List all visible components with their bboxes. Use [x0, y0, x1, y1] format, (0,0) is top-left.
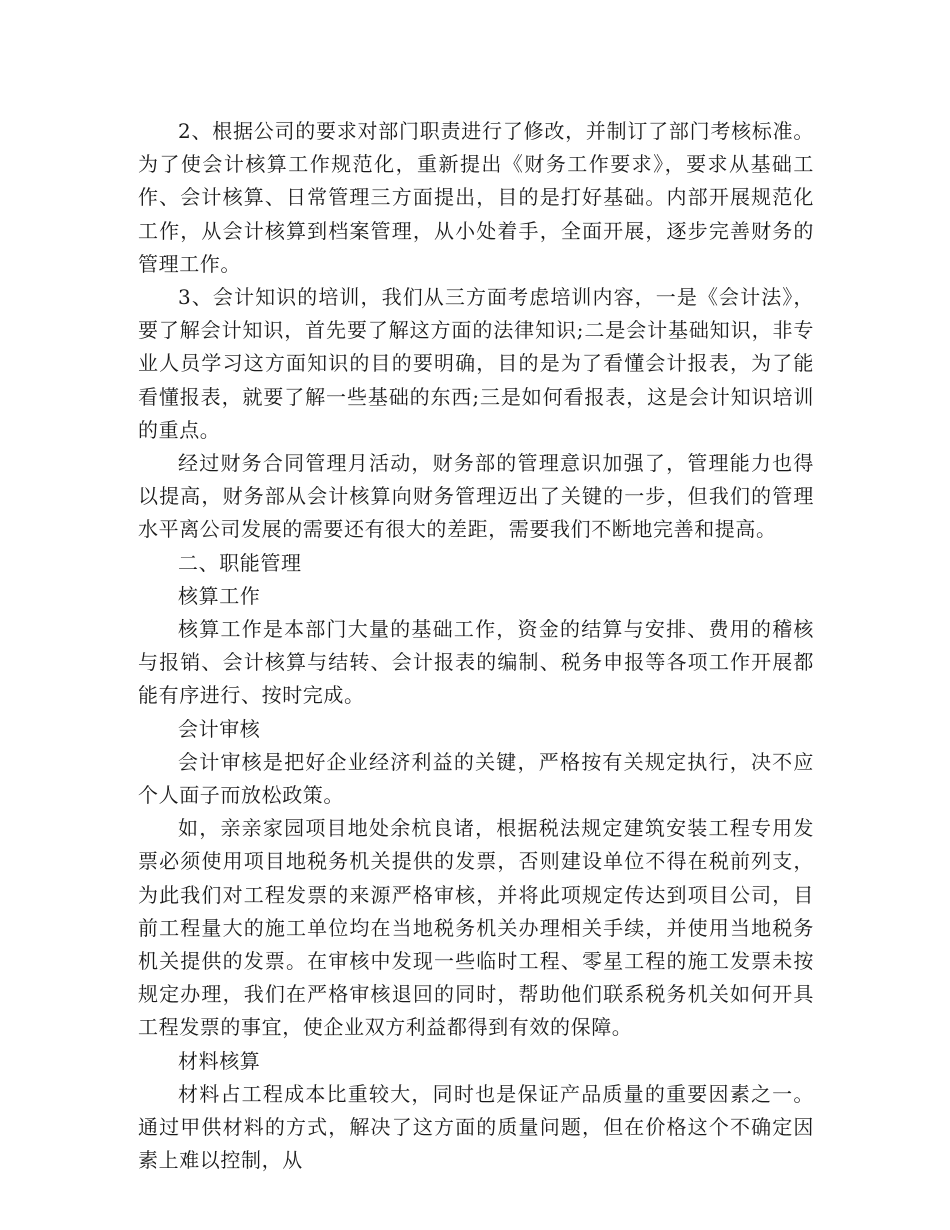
paragraph-audit-example: 如，亲亲家园项目地处余杭良诸，根据税法规定建筑安装工程专用发票必须使用项目地税务机关提供的发票，否则建设单位不得在税前列支，为此我们对工程发票的来源严格审核，并将此项规定传达到项目公司，目前工程量大的施工单位均在当地税务机关办理相关手续，并使用当地税务机关提供的发票。在审核中发现一些临时工程、零星工程的施工发票未按规定办理，我们在严格审核退回的同时，帮助他们联系税务机关如何开具工程发票的事宜，使企业双方利益都得到有效的保障。 — [138, 816, 814, 1040]
paragraph-accounting-work: 核算工作是本部门大量的基础工作，资金的结算与安排、费用的稽核与报销、会计核算与结转、会计报表的编制、税务申报等各项工作开展都能有序进行、按时完成。 — [138, 617, 814, 708]
paragraph-accounting-training: 3、会计知识的培训，我们从三方面考虑培训内容，一是《会计法》，要了解会计知识，首先要了解这方面的法律知识;二是会计基础知识，非专业人员学习这方面知识的目的要明确，目的是为了看懂会计报表，为了能看懂报表，就要了解一些基础的东西;三是如何看报表，这是会计知识培训的重点。 — [138, 285, 814, 442]
paragraph-dept-duties: 2、根据公司的要求对部门职责进行了修改，并制订了部门考核标准。为了使会计核算工作规范化，重新提出《财务工作要求》，要求从基础工作、会计核算、日常管理三方面提出，目的是打好基础。内部开展规范化工作，从会计核算到档案管理，从小处着手，全面开展，逐步完善财务的管理工作。 — [138, 119, 814, 276]
subheading-material-accounting: 材料核算 — [178, 1048, 261, 1073]
paragraph-management-month-summary: 经过财务合同管理月活动，财务部的管理意识加强了，管理能力也得以提高，财务部从会计核算向财务管理迈出了关键的一步，但我们的管理水平离公司发展的需要还有很大的差距，需要我们不断地完善和提高。 — [138, 451, 814, 542]
paragraph-material-accounting: 材料占工程成本比重较大，同时也是保证产品质量的重要因素之一。通过甲供材料的方式，解决了这方面的质量问题，但在价格这个不确定因素上难以控制，从 — [138, 1081, 814, 1173]
subheading-accounting-audit: 会计审核 — [178, 716, 261, 741]
paragraph-accounting-audit: 会计审核是把好企业经济利益的关键，严格按有关规定执行，决不应个人面子而放松政策。 — [138, 749, 814, 808]
section-heading-functional-management: 二、职能管理 — [178, 550, 302, 575]
document-body — [138, 115, 814, 1178]
subheading-accounting-work: 核算工作 — [178, 583, 261, 608]
